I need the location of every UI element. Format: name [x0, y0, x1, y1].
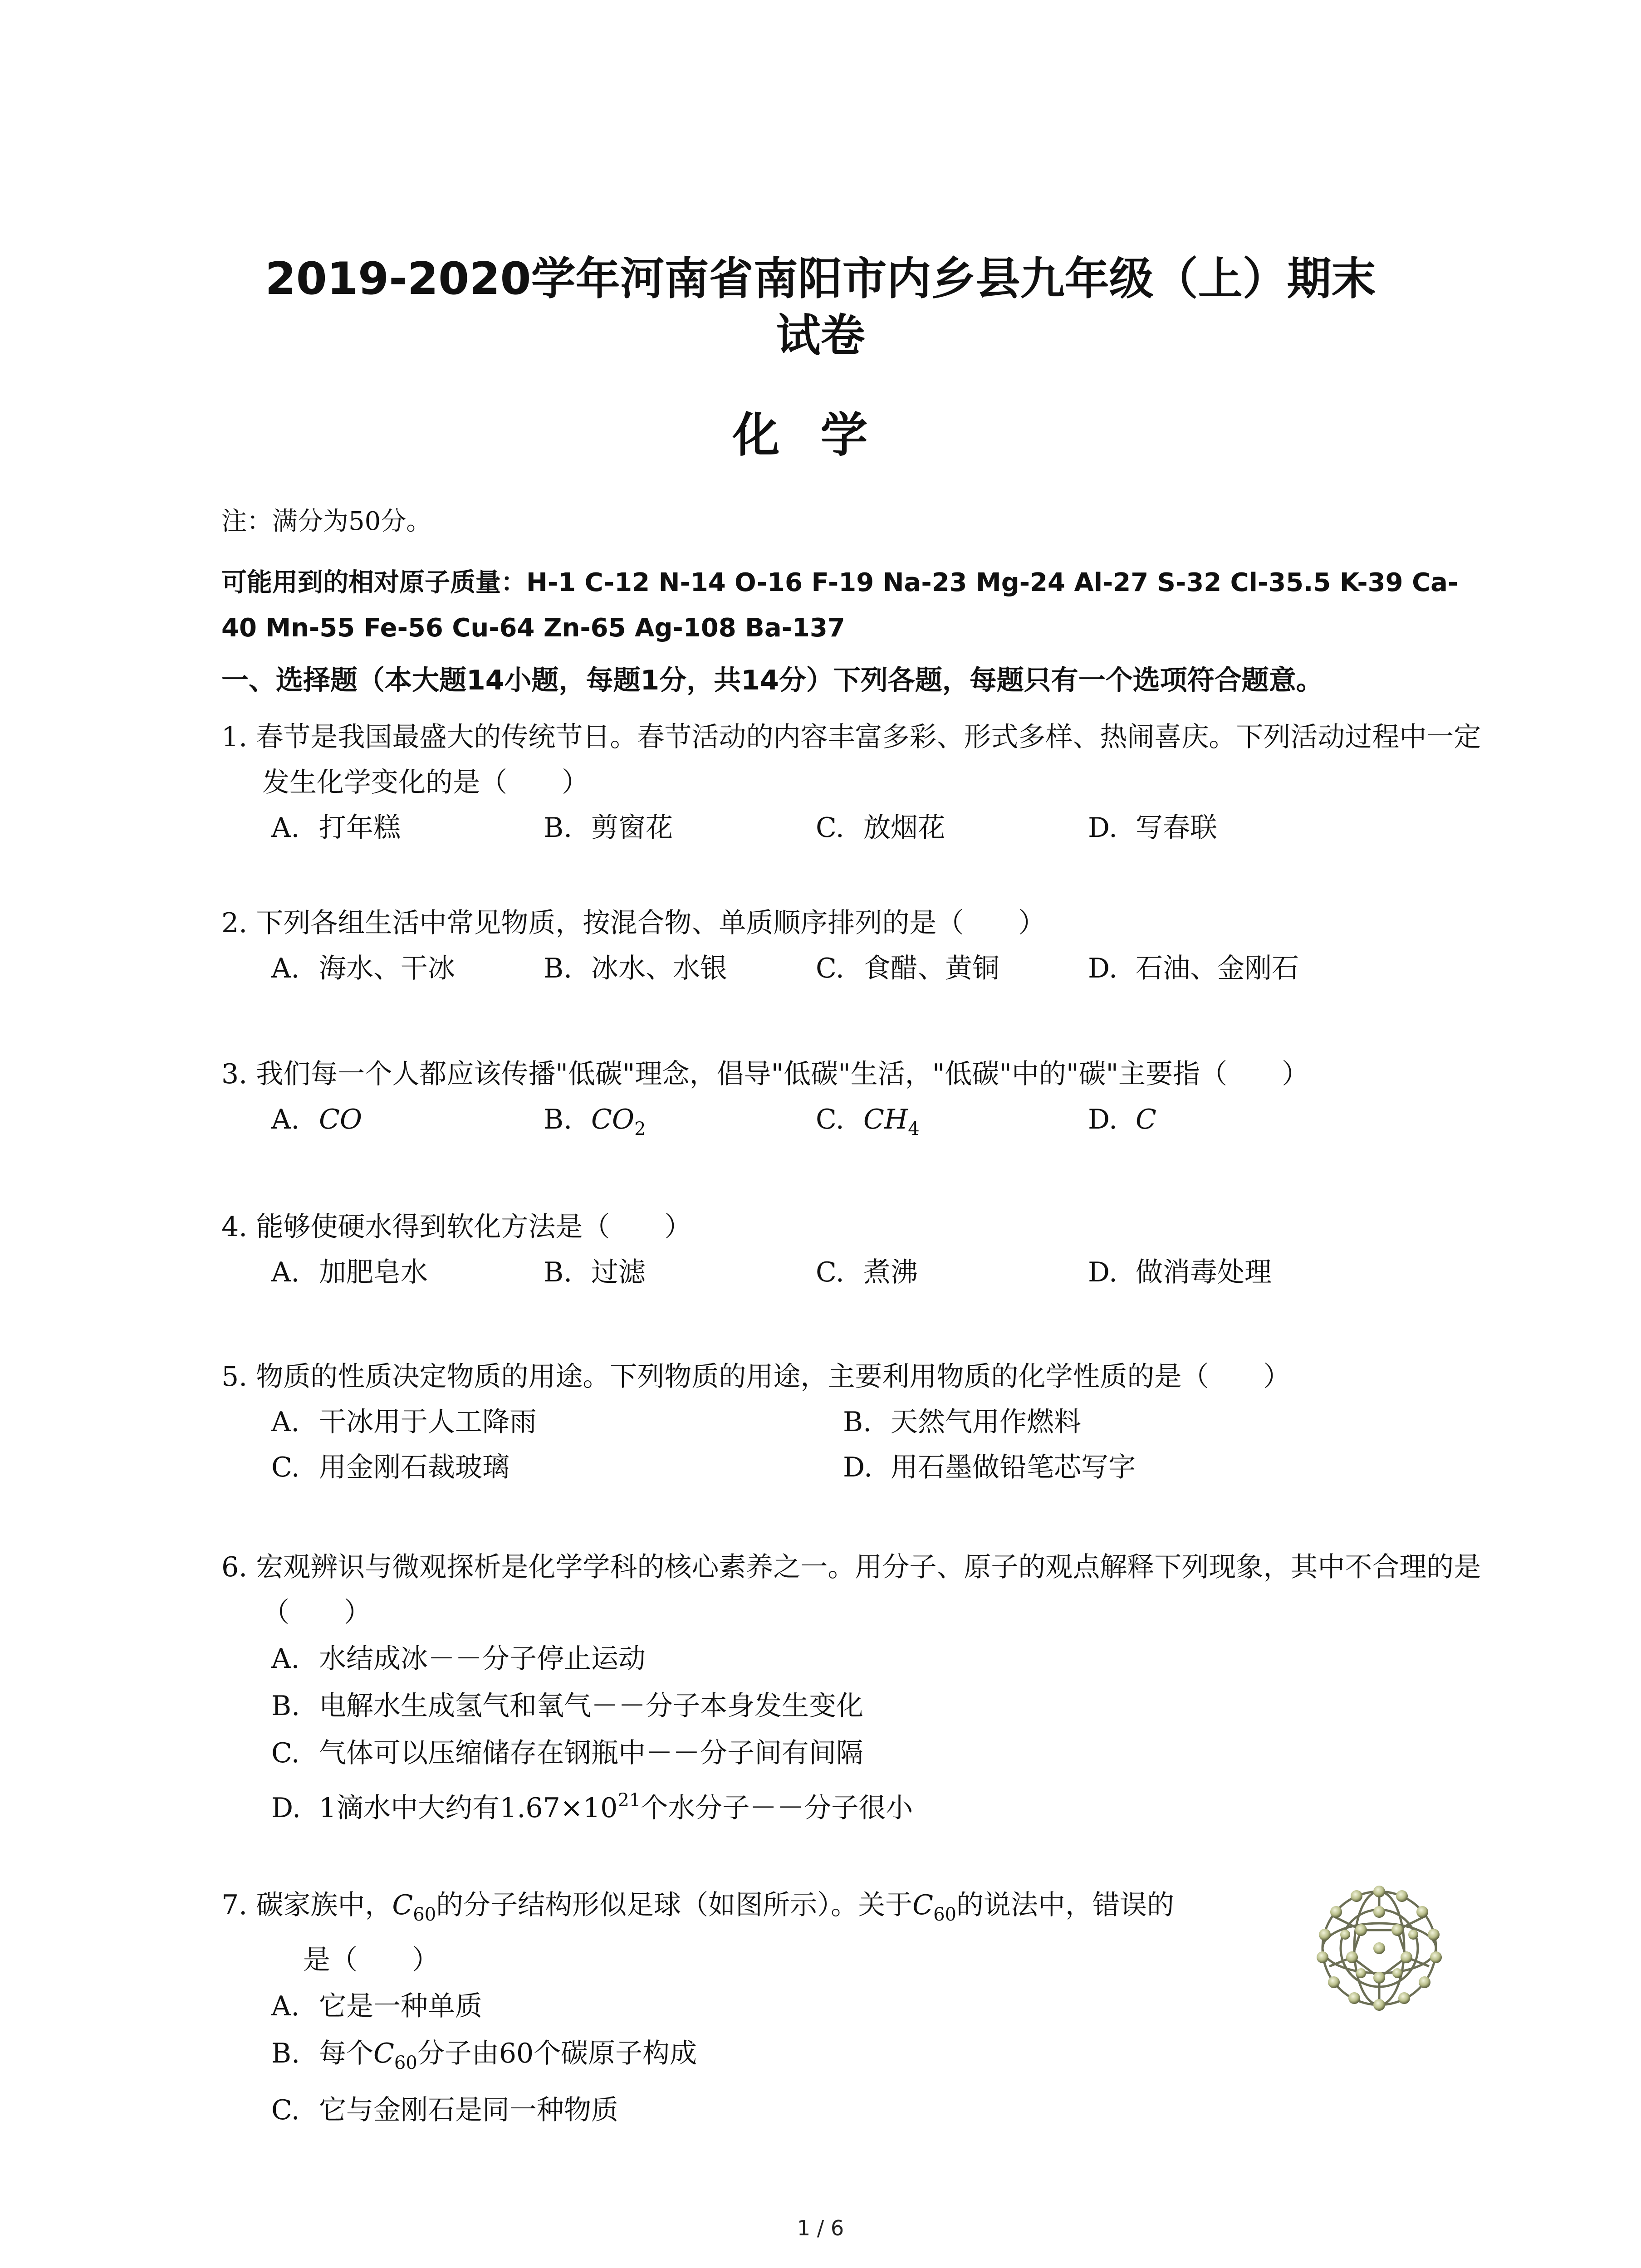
question-stem: 6. 宏观辨识与微观探析是化学学科的核心素养之一。用分子、原子的观点解释下列现象，其中不合理的是（ ）	[221, 1551, 1481, 1628]
option-a: A. 加肥皂水	[271, 1256, 428, 1288]
question-stem: 2. 下列各组生活中常见物质，按混合物、单质顺序排列的是（ ）	[221, 907, 1046, 939]
option-a: A. 它是一种单质	[271, 1990, 482, 2022]
option-row	[221, 1399, 1483, 1445]
option-row	[221, 946, 1483, 991]
option-a: A. 海水、干冰	[271, 953, 455, 984]
option-a: A. CO	[271, 1104, 362, 1135]
option-c: C. 放烟花	[816, 812, 945, 844]
c60-molecule-image	[1302, 1880, 1456, 2016]
option-d: D. 写春联	[1088, 812, 1217, 844]
option-d: D. 石油、金刚石	[1088, 953, 1299, 984]
option-b: B. 冰水、水银	[544, 953, 727, 984]
option-b: B. 过滤	[544, 1256, 646, 1288]
option-a: A. 打年糕	[271, 812, 401, 844]
question-5	[221, 1354, 1483, 1490]
page-number: 1 / 6	[797, 2216, 844, 2240]
option-b: B. 每个$C_{60}$分子由60个碳原子构成	[271, 2038, 697, 2073]
option-b: B. 剪窗花	[544, 812, 673, 844]
question-3	[221, 1051, 1483, 1142]
option-a: A. 水结成冰－－分子停止运动	[271, 1643, 646, 1675]
question-stem: 7. 碳家族中，$C_{60}$的分子结构形似足球（如图所示）。关于$C_{60}$的说法中，错误的 是（ ）	[221, 1889, 1174, 1976]
option-b: B. 电解水生成氢气和氧气－－分子本身发生变化	[271, 1690, 863, 1722]
section-heading: 一、选择题（本大题14小题，每题1分，共14分）下列各题，每题只有一个选项符合题意。	[221, 665, 1323, 696]
question-4	[221, 1204, 1483, 1295]
option-c: C. 气体可以压缩储存在钢瓶中－－分子间有间隔	[271, 1737, 863, 1769]
question-stem: 3. 我们每一个人都应该传播"低碳"理念，倡导"低碳"生活，"低碳"中的"碳"主要指（ ）	[221, 1058, 1309, 1090]
option-row	[221, 1250, 1483, 1295]
question-stem: 4. 能够使硬水得到软化方法是（ ）	[221, 1211, 692, 1243]
question-2	[221, 900, 1483, 991]
question-1	[221, 714, 1483, 850]
question-7	[221, 1882, 1265, 2134]
atomic-mass-list: 可能用到的相对原子质量：H-1 C-12 N-14 O-16 F-19 Na-23 Mg-24 Al-27 S-32 Cl-35.5 K-39 Ca-40 Mn-55 Fe-56 Cu-64 Zn-65 Ag-108 Ba-137	[221, 568, 1459, 643]
option-a: A. 干冰用于人工降雨	[271, 1406, 537, 1438]
exam-title-line-1: 2019-2020学年河南省南阳市内乡县九年级（上）期末	[265, 253, 1376, 305]
option-row	[221, 1097, 1483, 1142]
question-stem: 1. 春节是我国最盛大的传统节日。春节活动的内容丰富多彩、形式多样、热闹喜庆。下列活动过程中一定发生化学变化的是（ ）	[221, 721, 1481, 798]
option-b: B. $CO_2$	[544, 1104, 646, 1139]
score-note: 注：满分为50分。	[221, 507, 432, 536]
option-c: C. 它与金刚石是同一种物质	[271, 2094, 618, 2126]
option-d: D. C	[1088, 1104, 1156, 1135]
exam-title-line-2: 试卷	[776, 310, 865, 362]
option-row	[221, 1445, 1483, 1490]
subject-heading: 化学	[732, 407, 909, 463]
option-c: C. 煮沸	[816, 1256, 918, 1288]
question-6	[221, 1545, 1483, 1832]
option-c: C. 用金刚石裁玻璃	[271, 1452, 509, 1483]
option-d: D. 1滴水中大约有$1.67\times 10^{21}$个水分子－－分子很小	[271, 1790, 913, 1824]
option-row	[221, 805, 1483, 850]
question-stem: 5. 物质的性质决定物质的用途。下列物质的用途，主要利用物质的化学性质的是（ ）	[221, 1361, 1291, 1393]
option-c: C. 食醋、黄铜	[816, 953, 999, 984]
option-c: C. $CH_4$	[816, 1104, 920, 1139]
option-d: D. 用石墨做铅笔芯写字	[843, 1452, 1136, 1483]
option-b: B. 天然气用作燃料	[843, 1406, 1081, 1438]
option-d: D. 做消毒处理	[1088, 1256, 1272, 1288]
